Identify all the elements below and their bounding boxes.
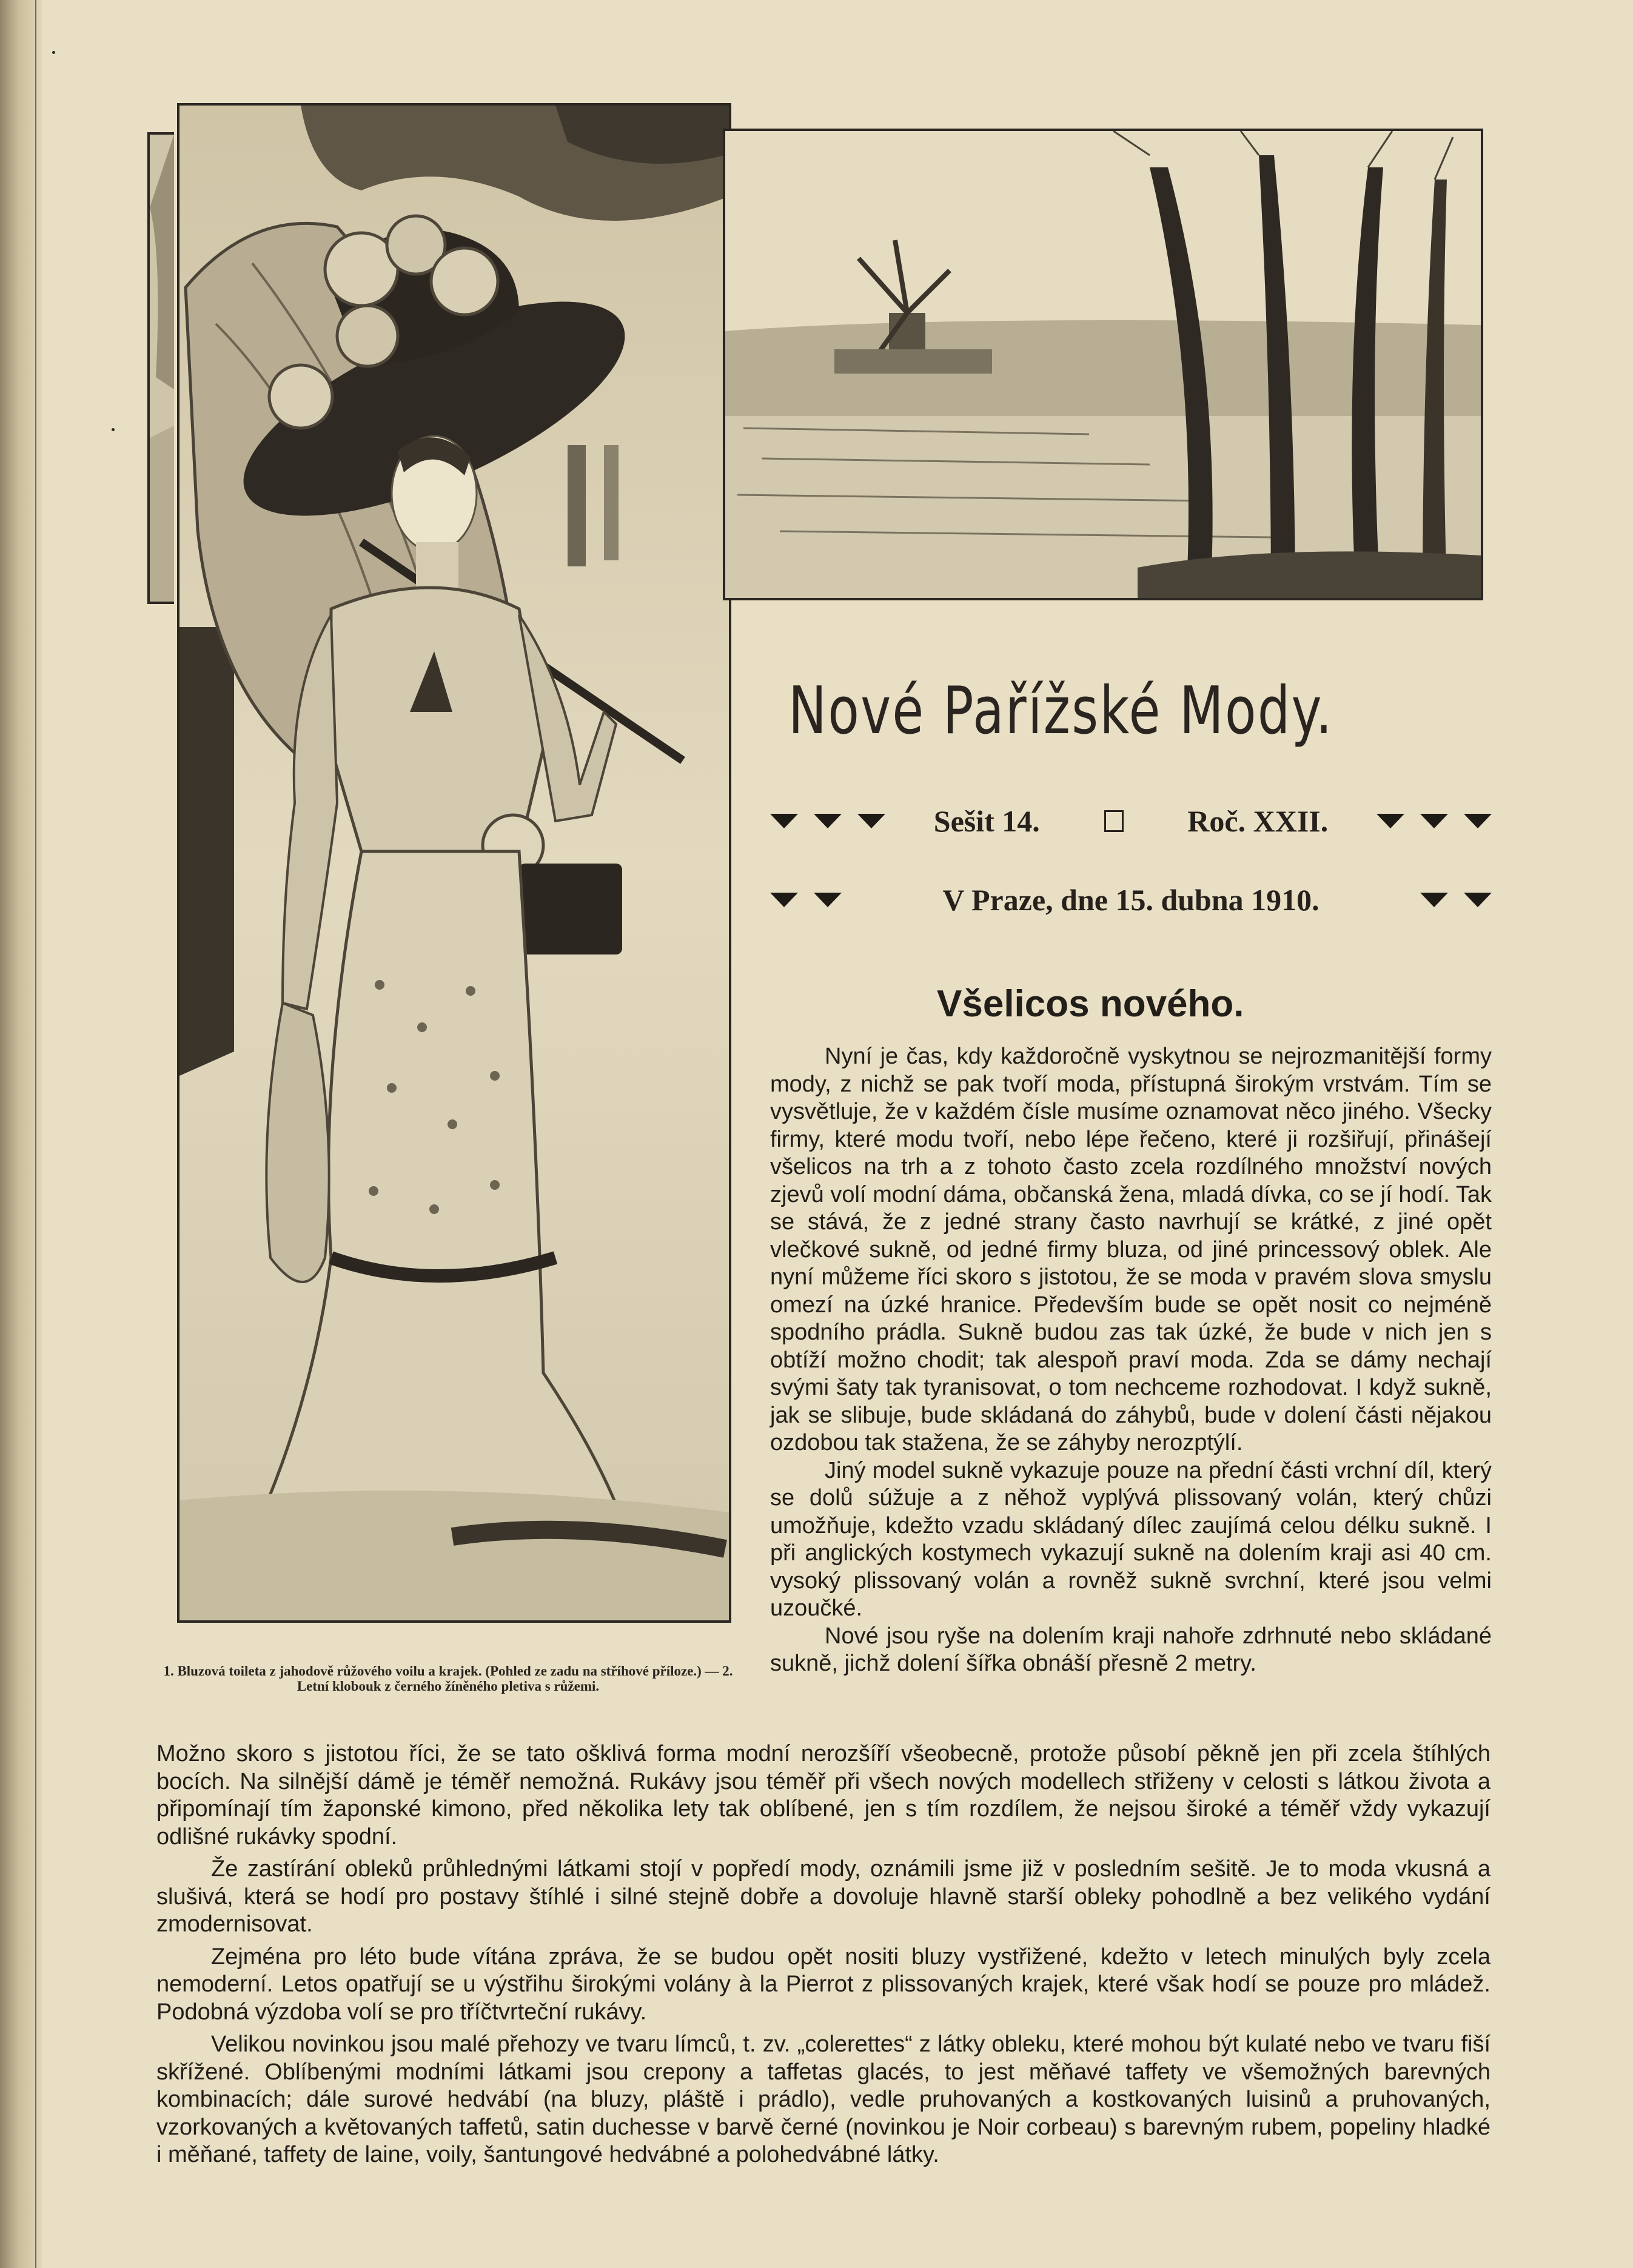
issue-date: V Praze, dne 15. dubna 1910. [942, 883, 1319, 917]
article-title: Všelicos nového. [937, 983, 1244, 1025]
date-line [770, 882, 1492, 918]
article-full-width [156, 1740, 1490, 2174]
issue-number: Sešit 14. [933, 804, 1040, 838]
article-paragraph: Jiný model sukně vykazuje pouze na přední části vrchní díl, který se dolů súžuje a z něhož vyplývá plissovaný volán, který chůzi umožňuje, kdežto vzadu skládaný dílec zaujímá celou délku sukně. I při anglických kostymech vykazují sukně na dolením kraji asi 40 cm. vysoký plissovaný volán a rovněž sukně svrchní, které jsou velmi uzoučké. [770, 1457, 1492, 1621]
fashion-illustration-lady [177, 103, 731, 1623]
issue-info-line [770, 804, 1492, 839]
figure-caption: 1. Bluzová toileta z jahodově růžového voilu a krajek. (Pohled ze zadu na stříhové příloze.) — 2. Letní klobouk z černého žíněného pletiva s růžemi. [163, 1663, 733, 1694]
square-ornament [1104, 810, 1124, 832]
landscape-illustration-windmill [723, 129, 1483, 600]
masthead-title: Nové Pařížské Mody. [788, 673, 1333, 749]
article-paragraph: Možno skoro s jistotou říci, že se tato ošklivá forma modní nerozšíří všeobecně, protože působí pěkně jen při zcela štíhlých bocích. Na silnější dámě je téměř nemožná. Rukávy jsou téměř při všech nových modellech střiženy v celosti s látkou života a připomínají tím žaponské kimono, před několika lety tak oblíbené, jen s tím rozdílem, že nejsou široké a téměř vždy vykazují odlišné rukávky spodní. [156, 1741, 1490, 1850]
paper-speck [52, 51, 55, 54]
ornament-triangles [1376, 814, 1492, 828]
article-paragraph: Zejména pro léto bude vítána zpráva, že se budou opět nositi bluzy vystřižené, kdežto v letech minulých byly zcela nemoderní. Letos opatřují se u výstřihu širokými volány à la Pierrot z plissovaných krajek, které však hodí se pouze pro mládež. Podobná výzdoba volí se pro tříčtvrteční rukávy. [156, 1944, 1490, 2025]
article-right-column [770, 1043, 1492, 1678]
article-paragraph: Velikou novinkou jsou malé přehozy ve tvaru límců, t. zv. „colerettes“ z látky obleku, které mohou být kulaté nebo ve tvaru fiší skřížené. Oblíbenými modními látkami jsou crepony a taffetas glacés, to jest měňavé taffety ve všemožných barevných kombinacích; dále surové hedvábí (na bluzy, pláště i prádlo), vedle pruhovaných a kostkovaných luisinů a pruhovaných, vzorkovaných a květovaných taffetů, satin duchesse v barvě černé (novinkou je Noir corbeau) s barevným rubem, popeliny hladké i měňané, taffety de laine, voily, šantungové hedvábné a polohedvábné látky. [156, 2031, 1490, 2167]
article-paragraph: Že zastírání obleků průhlednými látkami stojí v popředí mody, oznámili jsme již v posledním sešitě. Je to moda vkusná a slušivá, která se hodí pro postavy štíhlé i silné stejně dobře a dovoluje hlavně starší obleky pohodlně a bez velikého vydání zmodernisovat. [156, 1856, 1490, 1937]
article-paragraph: Nyní je čas, kdy každoročně vyskytnou se nejrozmanitější formy mody, z nichž se pak tvoří moda, přístupná širokým vrstvám. Tím se vysvětluje, že v každém čísle musíme oznamovat něco jiného. Všecky firmy, které modu tvoří, nebo lépe řečeno, které ji rozšiřují, přinášejí všelicos na trh a z tohoto často zcela rozdílného množství nových zjevů volí modní dáma, občanská žena, mladá dívka, co se jí hodí. Tak se stává, že z jedné strany často navrhují se krátké, z jiné opět vlečkové sukně, od jedné firmy bluza, od jiné princessový oblek. Ale nyní můžeme říci skoro s jistotou, že se moda v pravém slova smyslu omezí na úzké hranice. Především bude se opět nosit co nejméně spodního prádla. Sukně budou zas tak úzké, že bude v nich jen s obtíží možno chodit; tak alespoň praví moda. Zda se dámy nechají svými šaty tak tyranisovat, o tom nechceme rozhodovat. I když sukně, jak se slibuje, bude skládaná do záhybů, bude v dolení části nějakou ozdobou tak stažena, že se záhyby nerozptýlí. [770, 1044, 1492, 1455]
ornament-triangles [1420, 893, 1492, 907]
ornament-triangles [770, 893, 842, 907]
issue-volume: Roč. XXII. [1187, 804, 1329, 838]
ornament-triangles [770, 814, 885, 828]
article-paragraph: Nové jsou ryše na dolením kraji nahoře zdrhnuté nebo skládané sukně, jichž dolení šířka obnáší přesně 2 metry. [770, 1623, 1492, 1676]
page-fold-line [35, 0, 36, 2268]
paper-speck [112, 428, 115, 431]
illustration-fragment [147, 132, 174, 604]
